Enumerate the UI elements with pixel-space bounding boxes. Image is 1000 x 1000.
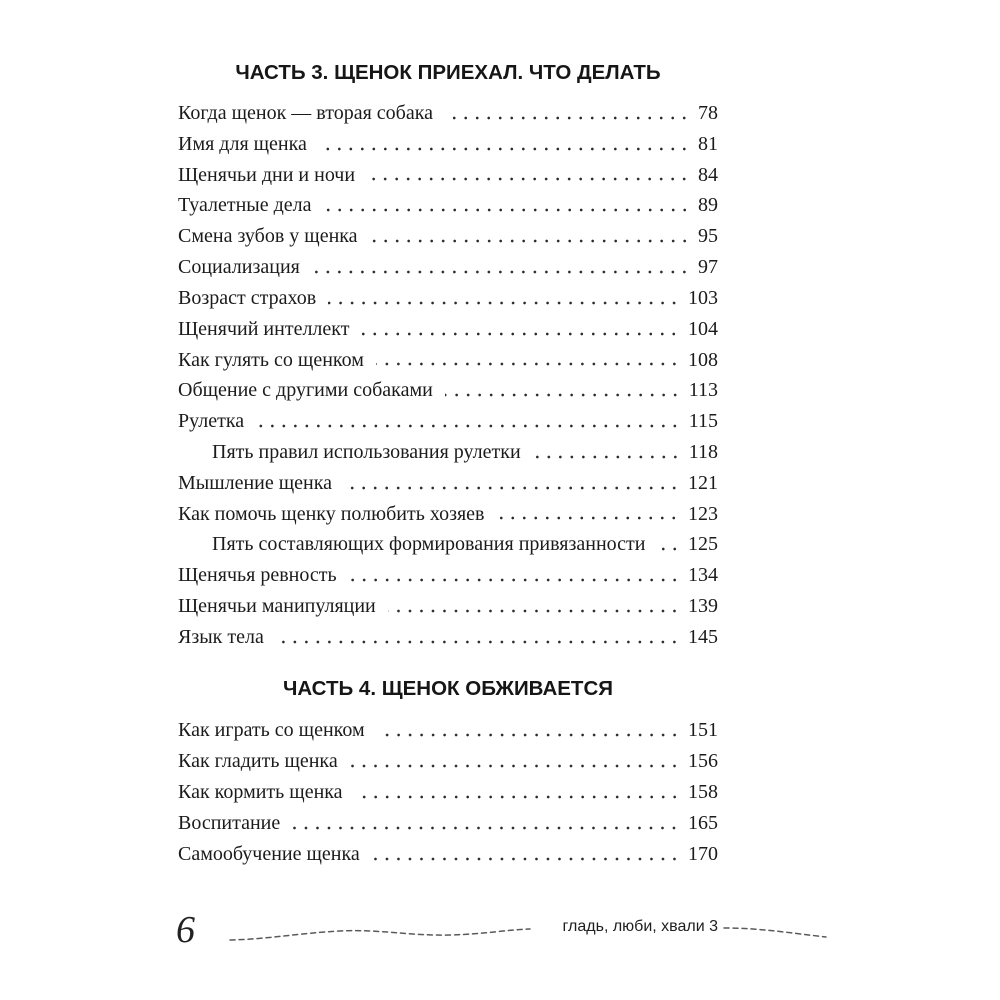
toc-list-part-3 xyxy=(178,98,718,653)
toc-entry xyxy=(178,499,718,530)
dot-leader xyxy=(319,129,690,160)
toc-entry-title: Воспитание xyxy=(178,812,281,834)
toc-entry-title: Пять составляющих формирования привязанности xyxy=(212,533,646,556)
toc-entry-title: Язык тела xyxy=(178,625,264,648)
footer-dash-line-right xyxy=(724,928,826,937)
section-heading-part-3: ЧАСТЬ 3. ЩЕНОК ПРИЕХАЛ. ЧТО ДЕЛАТЬ xyxy=(235,61,661,84)
toc-entry-title: Как играть со щенком xyxy=(178,719,365,741)
dot-leader xyxy=(496,499,680,530)
toc-entry-page-number: 125 xyxy=(688,533,718,556)
dot-leader xyxy=(370,221,690,252)
page-number: 6 xyxy=(176,909,195,951)
toc-entry xyxy=(178,314,718,345)
dot-leader xyxy=(388,591,680,622)
toc-entry-title: Как гладить щенка xyxy=(178,750,338,772)
toc-entry-page-number: 156 xyxy=(688,750,718,772)
toc-entry xyxy=(178,406,718,437)
toc-entry xyxy=(178,839,718,870)
dot-leader xyxy=(376,345,680,376)
toc-entry xyxy=(178,746,718,777)
toc-entry xyxy=(178,221,718,252)
toc-entry-title: Рулетка xyxy=(178,410,245,433)
dot-leader xyxy=(355,777,680,808)
toc-entry-title: Щенячьи дни и ночи xyxy=(178,163,356,186)
toc-entry-page-number: 170 xyxy=(688,843,718,865)
dot-leader xyxy=(256,406,681,437)
dot-leader xyxy=(292,808,680,839)
dot-leader xyxy=(344,468,680,499)
toc-entry-title: Социализация xyxy=(178,256,300,279)
dot-leader xyxy=(533,437,681,468)
toc-entry-page-number: 103 xyxy=(688,286,718,309)
toc-entry xyxy=(178,715,718,746)
toc-entry-title: Щенячья ревность xyxy=(178,564,337,587)
dot-leader xyxy=(276,622,680,653)
toc-entry xyxy=(178,98,718,129)
running-title: гладь, люби, хвали 3 xyxy=(562,918,718,935)
toc-entry-title: Возраст страхов xyxy=(178,286,317,309)
toc-entry-title: Когда щенок — вторая собака xyxy=(178,102,434,124)
toc-entry xyxy=(178,777,718,808)
dot-leader xyxy=(312,252,690,283)
toc-entry xyxy=(178,468,718,499)
toc-subentry xyxy=(178,529,718,560)
toc-entry xyxy=(178,622,718,653)
dot-leader xyxy=(328,283,680,314)
toc-entry-title: Имя для щенка xyxy=(178,132,307,155)
toc-entry-page-number: 139 xyxy=(688,595,718,617)
toc-entry xyxy=(178,560,718,591)
toc-entry-title: Пять правил использования рулетки xyxy=(212,440,521,463)
toc-entry xyxy=(178,591,718,622)
toc-entry-page-number: 115 xyxy=(688,410,718,433)
toc-entry xyxy=(178,190,718,221)
toc-entry xyxy=(178,345,718,376)
toc-entry-page-number: 118 xyxy=(688,440,718,463)
toc-entry-page-number: 145 xyxy=(688,625,718,648)
toc-entry-page-number: 151 xyxy=(688,719,718,741)
section-heading-part-4: ЧАСТЬ 4. ЩЕНОК ОБЖИВАЕТСЯ xyxy=(282,677,613,700)
toc-entry xyxy=(178,283,718,314)
toc-entry-page-number: 108 xyxy=(688,348,718,371)
toc-entry xyxy=(178,375,718,406)
footer-decoration xyxy=(0,900,1000,960)
toc-entry-title: Щенячий интеллект xyxy=(178,317,350,340)
toc-entry-page-number: 121 xyxy=(688,471,718,494)
toc-entry-page-number: 84 xyxy=(698,163,718,186)
dot-leader xyxy=(445,375,681,406)
toc-entry-title: Мышление щенка xyxy=(178,471,333,494)
toc-entry-page-number: 81 xyxy=(698,132,718,155)
toc-entry-page-number: 95 xyxy=(698,225,718,248)
toc-entry-page-number: 134 xyxy=(688,564,718,587)
toc-entry-page-number: 89 xyxy=(698,194,718,217)
dot-leader xyxy=(350,746,680,777)
toc-entry xyxy=(178,160,718,191)
dot-leader xyxy=(324,190,690,221)
toc-entry-title: Как помочь щенку полюбить хозяев xyxy=(178,502,485,525)
toc-entry-page-number: 158 xyxy=(688,781,718,803)
toc-entry-title: Как кормить щенка xyxy=(178,781,343,803)
toc-entry-title: Общение с другими собаками xyxy=(178,379,433,402)
toc-subentry xyxy=(178,437,718,468)
toc-entry-title: Туалетные дела xyxy=(178,194,312,217)
dot-leader xyxy=(361,314,680,345)
toc-entry-page-number: 113 xyxy=(688,379,718,402)
toc-entry xyxy=(178,129,718,160)
footer-wave-line-left xyxy=(230,929,530,940)
toc-entry-page-number: 165 xyxy=(688,812,718,834)
toc-entry-page-number: 104 xyxy=(688,317,718,340)
toc-entry-page-number: 78 xyxy=(698,102,718,124)
dot-leader xyxy=(349,560,680,591)
toc-entry-page-number: 123 xyxy=(688,502,718,525)
dot-leader xyxy=(367,160,690,191)
toc-entry-title: Щенячьи манипуляции xyxy=(178,595,376,617)
toc-entry xyxy=(178,808,718,839)
toc-entry-title: Самообучение щенка xyxy=(178,843,360,865)
toc-entry xyxy=(178,252,718,283)
toc-entry-page-number: 97 xyxy=(698,256,718,279)
dot-leader xyxy=(445,98,690,129)
toc-entry-title: Смена зубов у щенка xyxy=(178,225,358,248)
dot-leader xyxy=(372,839,680,870)
dot-leader xyxy=(377,715,680,746)
dot-leader xyxy=(658,529,681,560)
toc-entry-title: Как гулять со щенком xyxy=(178,348,364,371)
toc-list-part-4 xyxy=(178,715,718,870)
